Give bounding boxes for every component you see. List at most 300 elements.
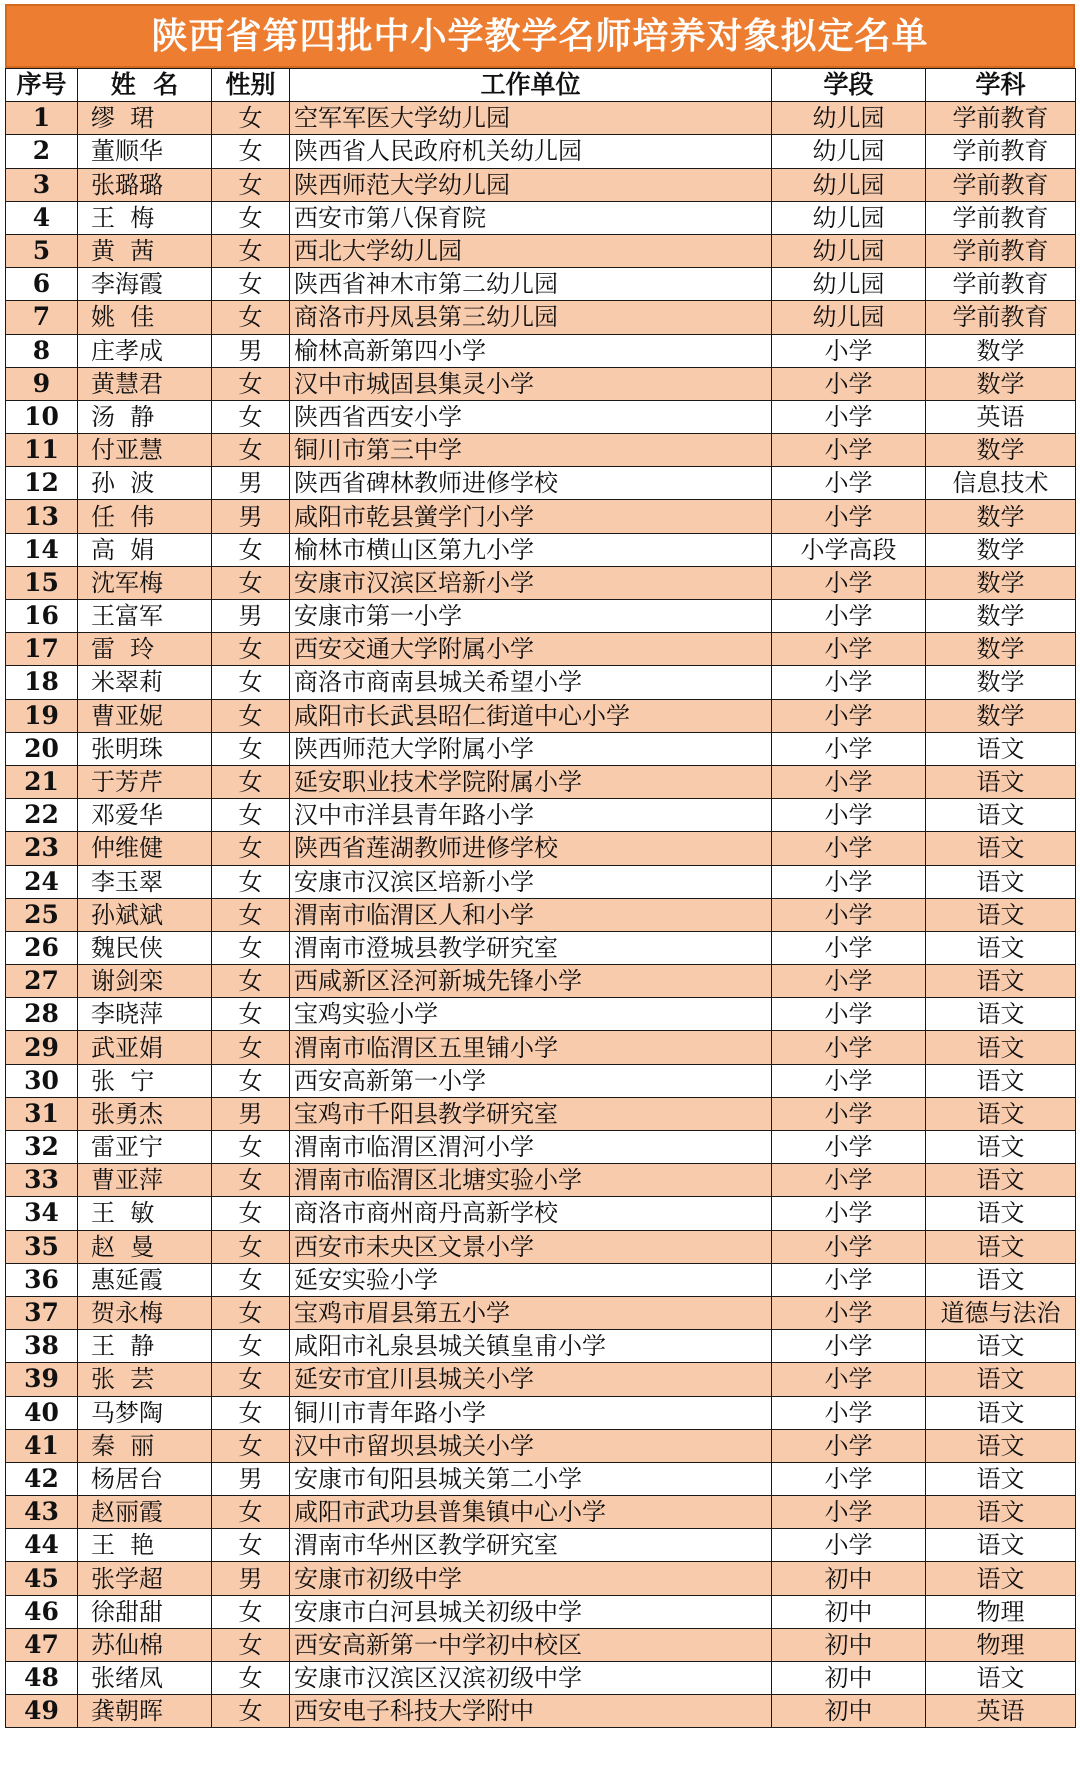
row-workplace: 陕西省神木市第二幼儿园 <box>290 268 772 301</box>
row-gender: 女 <box>212 1330 290 1363</box>
row-gender: 女 <box>212 1363 290 1396</box>
row-name: 董顺华 <box>78 135 212 168</box>
row-stage: 初中 <box>772 1695 926 1728</box>
row-subject: 数学 <box>926 699 1076 732</box>
row-gender: 男 <box>212 1097 290 1130</box>
row-stage: 幼儿园 <box>772 234 926 267</box>
header-name: 姓 名 <box>78 69 212 102</box>
row-index: 27 <box>6 965 78 998</box>
row-name: 张学超 <box>78 1562 212 1595</box>
row-gender: 女 <box>212 168 290 201</box>
row-workplace: 汉中市洋县青年路小学 <box>290 799 772 832</box>
row-name: 孙斌斌 <box>78 898 212 931</box>
row-name: 任 伟 <box>78 500 212 533</box>
row-index: 19 <box>6 699 78 732</box>
row-index: 8 <box>6 334 78 367</box>
row-name: 缪 珺 <box>78 102 212 135</box>
row-index: 26 <box>6 931 78 964</box>
table-row <box>6 699 1076 732</box>
row-workplace: 咸阳市乾县黉学门小学 <box>290 500 772 533</box>
header-gender: 性别 <box>212 69 290 102</box>
row-name: 谢剑栾 <box>78 965 212 998</box>
row-gender: 女 <box>212 1496 290 1529</box>
table-row <box>6 1263 1076 1296</box>
row-index: 34 <box>6 1197 78 1230</box>
row-stage: 小学 <box>772 400 926 433</box>
table-row <box>6 1064 1076 1097</box>
table-body <box>6 102 1076 1728</box>
table-row <box>6 334 1076 367</box>
table-row <box>6 201 1076 234</box>
row-index: 38 <box>6 1330 78 1363</box>
row-index: 17 <box>6 633 78 666</box>
table-row <box>6 1396 1076 1429</box>
row-subject: 数学 <box>926 600 1076 633</box>
row-workplace: 西安市第八保育院 <box>290 201 772 234</box>
row-subject: 学前教育 <box>926 135 1076 168</box>
row-subject: 语文 <box>926 931 1076 964</box>
header-row <box>6 69 1076 102</box>
row-gender: 女 <box>212 666 290 699</box>
row-workplace: 西咸新区泾河新城先锋小学 <box>290 965 772 998</box>
table-row <box>6 566 1076 599</box>
row-index: 15 <box>6 566 78 599</box>
row-stage: 小学 <box>772 799 926 832</box>
row-workplace: 汉中市城固县集灵小学 <box>290 367 772 400</box>
row-subject: 语文 <box>926 1562 1076 1595</box>
row-workplace: 商洛市商州商丹高新学校 <box>290 1197 772 1230</box>
row-stage: 小学 <box>772 765 926 798</box>
row-gender: 女 <box>212 765 290 798</box>
row-subject: 英语 <box>926 400 1076 433</box>
row-workplace: 延安实验小学 <box>290 1263 772 1296</box>
row-index: 18 <box>6 666 78 699</box>
row-name: 曹亚妮 <box>78 699 212 732</box>
table-row <box>6 1496 1076 1529</box>
row-stage: 小学 <box>772 1097 926 1130</box>
row-subject: 物理 <box>926 1595 1076 1628</box>
row-index: 43 <box>6 1496 78 1529</box>
table-row <box>6 666 1076 699</box>
table-row <box>6 434 1076 467</box>
row-subject: 学前教育 <box>926 268 1076 301</box>
table-row <box>6 301 1076 334</box>
row-workplace: 渭南市华州区教学研究室 <box>290 1529 772 1562</box>
row-name: 王 艳 <box>78 1529 212 1562</box>
row-stage: 幼儿园 <box>772 135 926 168</box>
row-name: 付亚慧 <box>78 434 212 467</box>
row-workplace: 渭南市临渭区渭河小学 <box>290 1131 772 1164</box>
row-index: 11 <box>6 434 78 467</box>
row-stage: 小学 <box>772 1296 926 1329</box>
row-workplace: 安康市初级中学 <box>290 1562 772 1595</box>
row-name: 高 娟 <box>78 533 212 566</box>
row-subject: 语文 <box>926 898 1076 931</box>
table-row <box>6 400 1076 433</box>
row-index: 39 <box>6 1363 78 1396</box>
row-stage: 小学 <box>772 1462 926 1495</box>
row-name: 武亚娟 <box>78 1031 212 1064</box>
row-stage: 小学 <box>772 1230 926 1263</box>
row-gender: 女 <box>212 1197 290 1230</box>
row-index: 41 <box>6 1429 78 1462</box>
row-name: 赵丽霞 <box>78 1496 212 1529</box>
row-gender: 女 <box>212 1662 290 1695</box>
header-workplace: 工作单位 <box>290 69 772 102</box>
page-title: 陕西省第四批中小学教学名师培养对象拟定名单 <box>5 4 1075 68</box>
row-index: 16 <box>6 600 78 633</box>
row-workplace: 宝鸡市眉县第五小学 <box>290 1296 772 1329</box>
row-subject: 数学 <box>926 367 1076 400</box>
row-subject: 道德与法治 <box>926 1296 1076 1329</box>
row-stage: 小学 <box>772 732 926 765</box>
row-index: 47 <box>6 1628 78 1661</box>
row-stage: 小学 <box>772 865 926 898</box>
row-subject: 语文 <box>926 1230 1076 1263</box>
row-name: 曹亚萍 <box>78 1164 212 1197</box>
row-workplace: 西安高新第一中学初中校区 <box>290 1628 772 1661</box>
row-subject: 语文 <box>926 1429 1076 1462</box>
table-row <box>6 1628 1076 1661</box>
row-gender: 女 <box>212 732 290 765</box>
table-row <box>6 1230 1076 1263</box>
table-row <box>6 1529 1076 1562</box>
row-index: 32 <box>6 1131 78 1164</box>
row-name: 李玉翠 <box>78 865 212 898</box>
table-row <box>6 500 1076 533</box>
row-index: 3 <box>6 168 78 201</box>
document-page <box>5 4 1075 1728</box>
table-row <box>6 931 1076 964</box>
row-subject: 语文 <box>926 799 1076 832</box>
row-stage: 小学 <box>772 1197 926 1230</box>
row-stage: 小学 <box>772 500 926 533</box>
row-gender: 女 <box>212 1164 290 1197</box>
row-name: 姚 佳 <box>78 301 212 334</box>
row-gender: 女 <box>212 400 290 433</box>
row-gender: 女 <box>212 1064 290 1097</box>
row-workplace: 渭南市临渭区五里铺小学 <box>290 1031 772 1064</box>
row-workplace: 西安电子科技大学附中 <box>290 1695 772 1728</box>
row-gender: 男 <box>212 1562 290 1595</box>
row-stage: 初中 <box>772 1562 926 1595</box>
row-gender: 女 <box>212 1628 290 1661</box>
row-gender: 女 <box>212 268 290 301</box>
row-gender: 女 <box>212 434 290 467</box>
row-subject: 语文 <box>926 1363 1076 1396</box>
row-index: 12 <box>6 467 78 500</box>
row-stage: 小学 <box>772 832 926 865</box>
table-row <box>6 799 1076 832</box>
row-workplace: 安康市汉滨区汉滨初级中学 <box>290 1662 772 1695</box>
row-name: 张勇杰 <box>78 1097 212 1130</box>
row-workplace: 空军军医大学幼儿园 <box>290 102 772 135</box>
row-subject: 语文 <box>926 1097 1076 1130</box>
row-stage: 小学 <box>772 600 926 633</box>
row-index: 10 <box>6 400 78 433</box>
row-gender: 女 <box>212 1131 290 1164</box>
row-subject: 语文 <box>926 1197 1076 1230</box>
row-index: 30 <box>6 1064 78 1097</box>
row-name: 于芳芹 <box>78 765 212 798</box>
row-name: 沈军梅 <box>78 566 212 599</box>
table-row <box>6 135 1076 168</box>
row-stage: 小学 <box>772 998 926 1031</box>
row-index: 22 <box>6 799 78 832</box>
row-gender: 女 <box>212 931 290 964</box>
row-workplace: 西安市未央区文景小学 <box>290 1230 772 1263</box>
row-stage: 幼儿园 <box>772 301 926 334</box>
row-name: 汤 静 <box>78 400 212 433</box>
row-gender: 男 <box>212 467 290 500</box>
row-subject: 学前教育 <box>926 234 1076 267</box>
table-row <box>6 765 1076 798</box>
row-workplace: 咸阳市礼泉县城关镇皇甫小学 <box>290 1330 772 1363</box>
row-stage: 小学高段 <box>772 533 926 566</box>
row-name: 杨居台 <box>78 1462 212 1495</box>
row-name: 王 静 <box>78 1330 212 1363</box>
row-name: 邓爱华 <box>78 799 212 832</box>
row-subject: 语文 <box>926 1031 1076 1064</box>
table-row <box>6 168 1076 201</box>
row-subject: 学前教育 <box>926 301 1076 334</box>
row-stage: 小学 <box>772 1496 926 1529</box>
row-index: 13 <box>6 500 78 533</box>
row-name: 王 梅 <box>78 201 212 234</box>
row-stage: 小学 <box>772 898 926 931</box>
row-gender: 女 <box>212 533 290 566</box>
row-stage: 初中 <box>772 1595 926 1628</box>
row-stage: 小学 <box>772 1031 926 1064</box>
row-workplace: 铜川市第三中学 <box>290 434 772 467</box>
row-subject: 语文 <box>926 732 1076 765</box>
row-subject: 数学 <box>926 334 1076 367</box>
row-workplace: 渭南市临渭区人和小学 <box>290 898 772 931</box>
row-gender: 女 <box>212 865 290 898</box>
table-row <box>6 1197 1076 1230</box>
row-name: 黄慧君 <box>78 367 212 400</box>
table-row <box>6 832 1076 865</box>
row-stage: 小学 <box>772 1164 926 1197</box>
row-name: 马梦陶 <box>78 1396 212 1429</box>
row-stage: 小学 <box>772 1429 926 1462</box>
row-index: 29 <box>6 1031 78 1064</box>
row-name: 张 芸 <box>78 1363 212 1396</box>
row-stage: 小学 <box>772 965 926 998</box>
row-subject: 语文 <box>926 765 1076 798</box>
row-subject: 数学 <box>926 500 1076 533</box>
row-index: 33 <box>6 1164 78 1197</box>
row-index: 7 <box>6 301 78 334</box>
row-gender: 女 <box>212 832 290 865</box>
row-workplace: 榆林高新第四小学 <box>290 334 772 367</box>
row-index: 24 <box>6 865 78 898</box>
row-workplace: 陕西省人民政府机关幼儿园 <box>290 135 772 168</box>
row-subject: 数学 <box>926 533 1076 566</box>
table-row <box>6 898 1076 931</box>
row-name: 秦 丽 <box>78 1429 212 1462</box>
row-subject: 语文 <box>926 1330 1076 1363</box>
header-stage: 学段 <box>772 69 926 102</box>
row-name: 孙 波 <box>78 467 212 500</box>
row-subject: 数学 <box>926 633 1076 666</box>
row-index: 2 <box>6 135 78 168</box>
row-subject: 语文 <box>926 1263 1076 1296</box>
row-subject: 语文 <box>926 832 1076 865</box>
row-gender: 女 <box>212 1529 290 1562</box>
row-stage: 小学 <box>772 1396 926 1429</box>
row-index: 45 <box>6 1562 78 1595</box>
row-index: 31 <box>6 1097 78 1130</box>
row-subject: 语文 <box>926 1396 1076 1429</box>
row-name: 张绪凤 <box>78 1662 212 1695</box>
table-row <box>6 1562 1076 1595</box>
row-stage: 小学 <box>772 434 926 467</box>
header-index: 序号 <box>6 69 78 102</box>
row-name: 苏仙棉 <box>78 1628 212 1661</box>
row-workplace: 陕西省西安小学 <box>290 400 772 433</box>
row-gender: 男 <box>212 1462 290 1495</box>
row-index: 14 <box>6 533 78 566</box>
row-workplace: 安康市汉滨区培新小学 <box>290 566 772 599</box>
table-row <box>6 633 1076 666</box>
row-subject: 学前教育 <box>926 102 1076 135</box>
row-stage: 小学 <box>772 367 926 400</box>
row-index: 49 <box>6 1695 78 1728</box>
row-index: 28 <box>6 998 78 1031</box>
row-gender: 女 <box>212 367 290 400</box>
row-subject: 语文 <box>926 1064 1076 1097</box>
row-name: 雷 玲 <box>78 633 212 666</box>
row-gender: 女 <box>212 1429 290 1462</box>
row-subject: 数学 <box>926 566 1076 599</box>
row-stage: 小学 <box>772 699 926 732</box>
row-subject: 语文 <box>926 1496 1076 1529</box>
row-gender: 女 <box>212 1296 290 1329</box>
row-workplace: 陕西师范大学幼儿园 <box>290 168 772 201</box>
row-stage: 小学 <box>772 1529 926 1562</box>
row-name: 赵 曼 <box>78 1230 212 1263</box>
row-stage: 幼儿园 <box>772 168 926 201</box>
row-name: 王富军 <box>78 600 212 633</box>
row-index: 40 <box>6 1396 78 1429</box>
table-row <box>6 1097 1076 1130</box>
row-subject: 语文 <box>926 1164 1076 1197</box>
row-workplace: 西北大学幼儿园 <box>290 234 772 267</box>
row-subject: 学前教育 <box>926 168 1076 201</box>
row-workplace: 延安职业技术学院附属小学 <box>290 765 772 798</box>
roster-table <box>5 68 1076 1728</box>
row-gender: 女 <box>212 998 290 1031</box>
row-name: 魏民侠 <box>78 931 212 964</box>
row-gender: 男 <box>212 500 290 533</box>
row-name: 张璐璐 <box>78 168 212 201</box>
row-gender: 女 <box>212 799 290 832</box>
row-workplace: 宝鸡市千阳县教学研究室 <box>290 1097 772 1130</box>
row-name: 惠延霞 <box>78 1263 212 1296</box>
row-stage: 幼儿园 <box>772 102 926 135</box>
table-row <box>6 965 1076 998</box>
row-workplace: 西安高新第一小学 <box>290 1064 772 1097</box>
row-index: 42 <box>6 1462 78 1495</box>
row-gender: 女 <box>212 301 290 334</box>
row-workplace: 咸阳市长武县昭仁街道中心小学 <box>290 699 772 732</box>
table-row <box>6 234 1076 267</box>
table-row <box>6 1296 1076 1329</box>
table-row <box>6 102 1076 135</box>
row-name: 庄孝成 <box>78 334 212 367</box>
row-subject: 语文 <box>926 1529 1076 1562</box>
row-stage: 小学 <box>772 931 926 964</box>
row-stage: 小学 <box>772 633 926 666</box>
row-workplace: 宝鸡实验小学 <box>290 998 772 1031</box>
row-index: 1 <box>6 102 78 135</box>
row-name: 张明珠 <box>78 732 212 765</box>
row-index: 48 <box>6 1662 78 1695</box>
row-workplace: 陕西省莲湖教师进修学校 <box>290 832 772 865</box>
row-name: 徐甜甜 <box>78 1595 212 1628</box>
row-name: 龚朝晖 <box>78 1695 212 1728</box>
table-row <box>6 998 1076 1031</box>
row-workplace: 咸阳市武功县普集镇中心小学 <box>290 1496 772 1529</box>
row-gender: 女 <box>212 699 290 732</box>
table-row <box>6 1031 1076 1064</box>
row-gender: 女 <box>212 234 290 267</box>
table-row <box>6 600 1076 633</box>
row-workplace: 陕西省碑林教师进修学校 <box>290 467 772 500</box>
row-index: 44 <box>6 1529 78 1562</box>
row-gender: 男 <box>212 334 290 367</box>
row-stage: 初中 <box>772 1628 926 1661</box>
row-index: 23 <box>6 832 78 865</box>
row-index: 25 <box>6 898 78 931</box>
row-subject: 英语 <box>926 1695 1076 1728</box>
table-row <box>6 1429 1076 1462</box>
row-stage: 小学 <box>772 566 926 599</box>
row-gender: 女 <box>212 1695 290 1728</box>
table-row <box>6 1330 1076 1363</box>
row-name: 雷亚宁 <box>78 1131 212 1164</box>
row-gender: 女 <box>212 566 290 599</box>
row-index: 35 <box>6 1230 78 1263</box>
row-stage: 小学 <box>772 1131 926 1164</box>
row-name: 李海霞 <box>78 268 212 301</box>
row-subject: 语文 <box>926 998 1076 1031</box>
row-workplace: 延安市宜川县城关小学 <box>290 1363 772 1396</box>
row-workplace: 榆林市横山区第九小学 <box>290 533 772 566</box>
row-gender: 女 <box>212 1031 290 1064</box>
row-index: 4 <box>6 201 78 234</box>
row-name: 黄 茜 <box>78 234 212 267</box>
row-gender: 女 <box>212 1396 290 1429</box>
row-gender: 女 <box>212 633 290 666</box>
row-index: 6 <box>6 268 78 301</box>
row-stage: 小学 <box>772 1263 926 1296</box>
row-stage: 小学 <box>772 666 926 699</box>
row-gender: 女 <box>212 135 290 168</box>
row-index: 21 <box>6 765 78 798</box>
row-stage: 幼儿园 <box>772 268 926 301</box>
table-row <box>6 367 1076 400</box>
row-gender: 女 <box>212 1263 290 1296</box>
table-row <box>6 1662 1076 1695</box>
row-workplace: 安康市第一小学 <box>290 600 772 633</box>
row-index: 37 <box>6 1296 78 1329</box>
row-subject: 语文 <box>926 1462 1076 1495</box>
table-row <box>6 1462 1076 1495</box>
row-gender: 女 <box>212 201 290 234</box>
row-name: 米翠莉 <box>78 666 212 699</box>
